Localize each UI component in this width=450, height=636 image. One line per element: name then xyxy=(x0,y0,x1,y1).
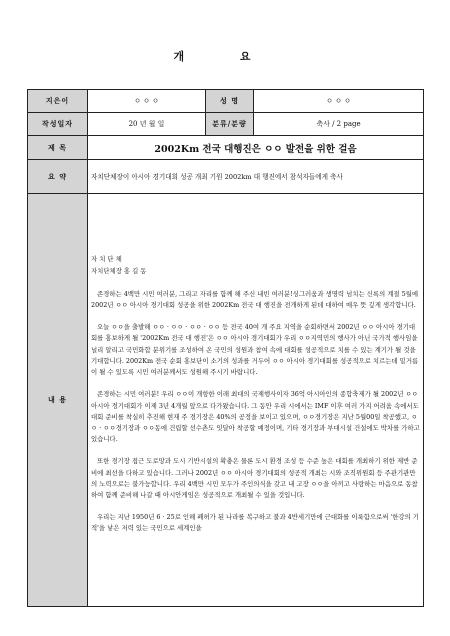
name-value: ㅇ ㅇ ㅇ xyxy=(254,90,424,113)
category-label: 분류/분량 xyxy=(206,113,254,136)
category-value: 축사 / 2 page xyxy=(254,113,424,136)
subject-row xyxy=(28,136,424,160)
overview-form-table xyxy=(27,89,424,607)
date-row xyxy=(28,113,424,136)
date-label: 작성일자 xyxy=(28,113,88,136)
paragraph-2: 오늘 ㅇㅇ을 출발해 ㅇㅇ · ㅇㅇ · ㅇㅇ · ㅇㅇ 등 전국 40여 개 주요 지역을 순회하면서 2002년 ㅇㅇ 아시아 경기대회를 홍보하게 될 '2002Km 전국 대 행진'은 ㅇㅇ 아시아 경기대회가 우리 ㅇㅇ지역민의 행사가 아닌 국가적 행사임을 널리 알리고 국민화합 분위기를 조성하여 온 국민의 성원과 참여 속에 대회를 성공적으로 치를 수 있는 계기가 될 것을 기대합니다. 2002Km 전국 순회 홍보단이 소기의 성과를 거두어 ㅇㅇ 아시아 경기대회를 성공적으로 치르는데 밑거름이 될 수 있도록 시민 여러분께서도 성원해 주시기 바랍니다. xyxy=(91,323,419,377)
name-label: 성 명 xyxy=(206,90,254,113)
author-label: 지은이 xyxy=(28,90,88,113)
summary-row xyxy=(28,160,424,194)
speaker-name: 자치단체장 홍 길 동 xyxy=(91,266,147,275)
summary-label: 요 약 xyxy=(28,160,88,194)
date-value: 20 년 월 일 xyxy=(88,113,206,136)
paragraph-4: 또한 경기장 접근 도로망과 도시 기반시설의 확충은 물론 도시 환경 조성 등 수준 높은 대회를 개최하기 위한 제반 준비에 최선을 다하고 있습니다. 그러나 2002년 ㅇㅇ 아시아 경기대회의 성공적 개최는 시와 조직위원회 등 주관기관만의 노력으로는 불가능합니다. 우리 4백만 시민 모두가 주인의식을 갖고 내 고장 ㅇㅇ을 아끼고 사랑하는 마음으로 동참하여 함께 준비해 나갈 때 아시안게임은 성공적으로 개최될 수 있을 것입니다. xyxy=(91,457,418,499)
paragraph-3: 존경하는 시민 여러분! 우리 ㅇㅇ이 개항한 이래 최대의 국제행사이자 36억 아시아인의 종합축제가 될 2002년 ㅇㅇ 아시아 경기대회가 이제 3년 4개월 앞으로 다가왔습니다. 그 동안 우리 시에서는 IMF 이후 여러 가지 어려움 속에서도 대회 준비를 착실히 추진해 현재 주 경기장은 40%의 공정을 보이고 있으며, ㅇㅇ경기장은 지난 5월00일 착공했고, ㅇㅇ · ㅇㅇ경기장과 ㅇㅇ동에 건립할 선수촌도 잇달아 착공할 예정이며, 기타 경기장과 부대시설 건설에도 박차를 가하고 있습니다. xyxy=(91,390,420,444)
paragraph-1: 존경하는 4백만 시민 여러분, 그리고 자리를 함께 해 주신 내빈 여러분!싱그러움과 생명력 넘치는 신록의 계절 5월에 2002년 ㅇㅇ 아시아 경기대회 성공을 위한 2002Km 전국 대 행진을 전개하게 된데 대하여 매우 뜻 깊게 생각합니다. xyxy=(91,289,419,310)
content-row xyxy=(28,194,424,607)
org-name: 자 치 단 체 xyxy=(91,255,122,264)
subject-label: 제 목 xyxy=(28,136,88,160)
paragraph-5: 우리는 지난 1950년 6 · 25로 인해 폐허가 된 나라를 복구하고 불과 4반세기만에 근대화를 이룩함으로써 '한강의 기적'을 낳은 저력 있는 국민으로 세계인을 xyxy=(91,513,419,533)
content-body xyxy=(88,194,424,607)
summary-value: 자치단체장이 아시아 경기대회 성공 개최 기원 2002km 대 행진에서 참석자들에게 축사 xyxy=(88,160,424,194)
subject-value: 2002Km 전국 대행진은 ㅇㅇ 발전을 위한 걸음 xyxy=(88,136,424,160)
author-value: ㅇ ㅇ ㅇ xyxy=(88,90,206,113)
document-title: 개 요 xyxy=(173,50,277,63)
content-label: 내 용 xyxy=(28,194,88,607)
author-row xyxy=(28,90,424,113)
